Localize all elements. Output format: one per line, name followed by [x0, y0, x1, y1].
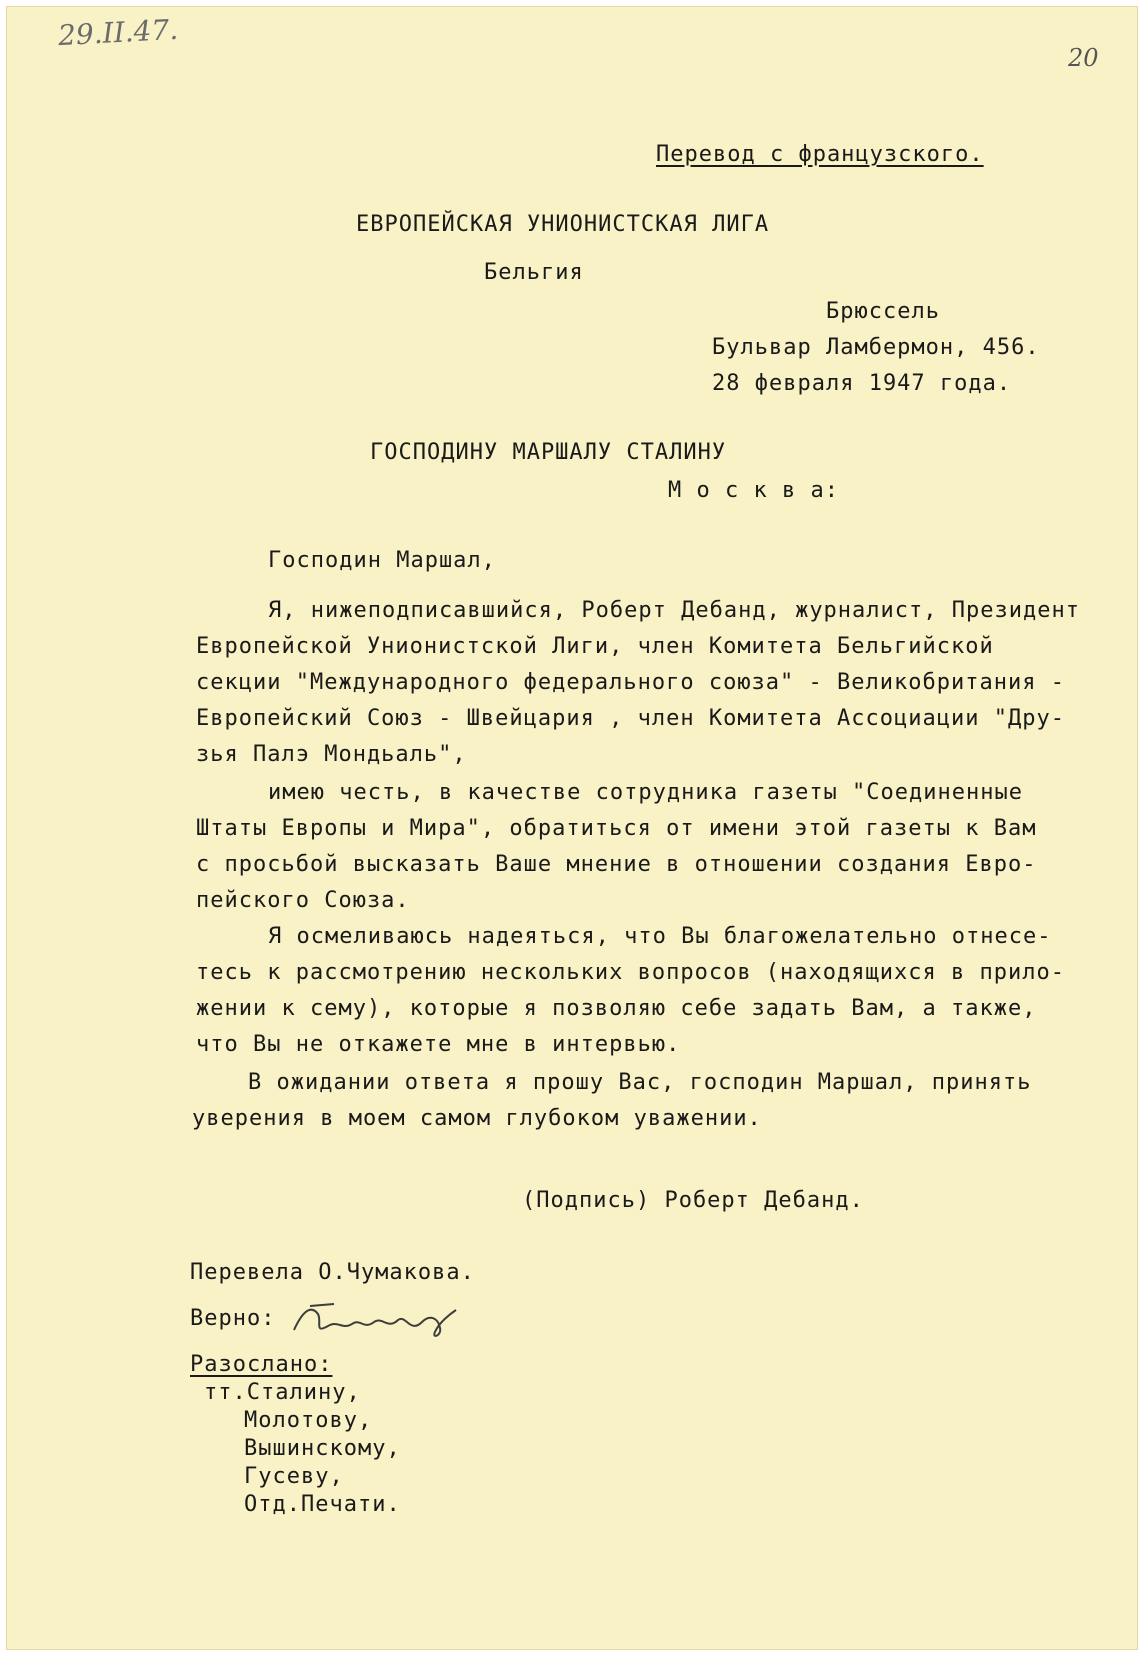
translator-line: Перевела О.Чумакова.	[190, 1260, 475, 1285]
body-line: что Вы не откажете мне в интервью.	[196, 1032, 681, 1057]
body-line: Штаты Европы и Мира", обратиться от имени этой газеты к Вам	[196, 816, 1037, 841]
body-line: Европейский Союз - Швейцария , член Комитета Ассоциации "Дру-	[196, 706, 1065, 731]
body-line: имею честь, в качестве сотрудника газеты "Соединенные	[268, 780, 1023, 805]
distribution-item: Вышинскому,	[244, 1436, 401, 1461]
verified-label: Верно:	[190, 1306, 276, 1331]
sender-address: Бульвар Ламбермон, 456.	[712, 335, 1040, 360]
signature-line: (Подпись) Роберт Дебанд.	[522, 1188, 864, 1213]
handwritten-signature	[290, 1300, 460, 1344]
body-line: Европейской Унионистской Лиги, член Комитета Бельгийской	[196, 634, 994, 659]
body-line: уверения в моем самом глубоком уважении.	[192, 1106, 762, 1131]
distribution-item: тт.Сталину,	[204, 1380, 361, 1405]
corner-handwritten-note: 29.II.47.	[57, 12, 179, 53]
page-number: 20	[1068, 44, 1099, 72]
distribution-header: Разослано:	[190, 1352, 333, 1377]
organization-name: ЕВРОПЕЙСКАЯ УНИОНИСТСКАЯ ЛИГА	[356, 212, 770, 237]
body-line: пейского Союза.	[196, 888, 410, 913]
body-line: тесь к рассмотрению нескольких вопросов (находящихся в прило-	[196, 960, 1065, 985]
letter-date: 28 февраля 1947 года.	[712, 371, 1012, 396]
body-line: Я, нижеподписавшийся, Роберт Дебанд, журналист, Президент	[268, 598, 1080, 623]
distribution-item: Молотову,	[244, 1408, 373, 1433]
addressee: ГОСПОДИНУ МАРШАЛУ СТАЛИНУ	[370, 440, 727, 465]
distribution-item: Гусеву,	[244, 1464, 344, 1489]
body-line: В ожидании ответа я прошу Вас, господин Маршал, принять	[248, 1070, 1032, 1095]
addressee-city: М о с к в а:	[668, 478, 839, 503]
salutation: Господин Маршал,	[268, 548, 496, 573]
body-line: зья Палэ Мондьаль",	[196, 742, 467, 767]
sender-city: Брюссель	[826, 299, 940, 324]
distribution-item: Отд.Печати.	[244, 1492, 401, 1517]
body-line: секции "Международного федерального союза" - Великобритания -	[196, 670, 1065, 695]
body-line: жении к сему), которые я позволяю себе задать Вам, а также,	[196, 996, 1037, 1021]
translation-header: Перевод с французского.	[656, 142, 984, 167]
body-line: Я осмеливаюсь надеяться, что Вы благожелательно отнесе-	[268, 924, 1052, 949]
country: Бельгия	[484, 260, 584, 285]
body-line: с просьбой высказать Ваше мнение в отношении создания Евро-	[196, 852, 1037, 877]
